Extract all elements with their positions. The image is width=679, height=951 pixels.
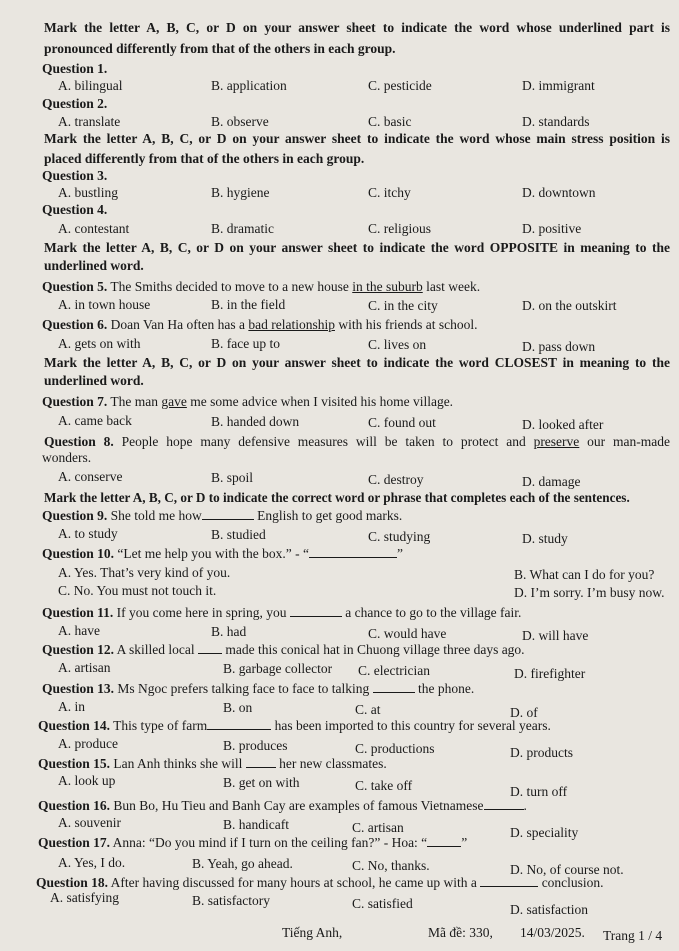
q8-option-c[interactable]: C. destroy xyxy=(368,472,424,487)
q12-stem xyxy=(42,642,525,658)
q7-text: The man xyxy=(107,394,162,409)
q14-text-end: has been imported to this country for several years. xyxy=(271,718,551,733)
q17-option-d[interactable]: D. No, of course not. xyxy=(510,862,624,877)
q11-option-d[interactable]: D. will have xyxy=(522,628,589,643)
q17-option-c[interactable]: C. No, thanks. xyxy=(352,858,430,873)
q11-option-c[interactable]: C. would have xyxy=(368,626,447,641)
q10-option-a[interactable]: A. Yes. That’s very kind of you. xyxy=(58,565,231,580)
q16-option-d[interactable]: D. speciality xyxy=(510,825,579,840)
q11-stem xyxy=(42,605,521,621)
q17-text: Anna: “Do you mind if I turn on the ceiling fan?” - Hoa: “ xyxy=(110,835,428,850)
q16-option-b[interactable]: B. handicaft xyxy=(223,817,289,832)
q6-option-c[interactable]: C. lives on xyxy=(368,337,427,352)
q14-blank[interactable] xyxy=(207,719,271,730)
q6-option-a[interactable]: A. gets on with xyxy=(58,336,141,351)
q17-option-a[interactable]: A. Yes, I do. xyxy=(58,855,126,870)
q2-option-d[interactable]: D. standards xyxy=(522,114,590,129)
q12-label: Question 12. xyxy=(42,642,115,657)
q17-blank[interactable] xyxy=(427,836,461,847)
q9-option-b[interactable]: B. studied xyxy=(211,527,266,542)
q6-option-b[interactable]: B. face up to xyxy=(211,336,280,351)
q8-text-end: our man-made xyxy=(579,434,671,449)
q9-stem xyxy=(42,508,402,524)
q1-option-c[interactable]: C. pesticide xyxy=(368,78,432,93)
q18-stem xyxy=(36,875,604,891)
q16-text-end: . xyxy=(523,798,527,813)
q7-text-end: me some advice when I visited his home village. xyxy=(186,394,454,409)
q4-option-d[interactable]: D. positive xyxy=(522,221,582,236)
q8-option-d[interactable]: D. damage xyxy=(522,474,581,489)
q12-blank[interactable] xyxy=(198,643,222,654)
section-3-instruction-line-2: underlined word. xyxy=(44,258,144,273)
q12-option-c[interactable]: C. electrician xyxy=(358,663,430,678)
q17-option-b[interactable]: B. Yeah, go ahead. xyxy=(192,856,293,871)
q8-text: People hope many defensive measures will be taken to protect and xyxy=(113,434,534,449)
q6-stem xyxy=(42,317,477,333)
q10-text: “Let me help you with the box.” - “ xyxy=(114,546,309,561)
q8-stem xyxy=(44,434,670,450)
q12-text-end: made this conical hat in Chuong village three days ago. xyxy=(222,642,525,657)
q3-label: Question 3. xyxy=(42,168,108,183)
q18-label: Question 18. xyxy=(36,875,109,890)
q7-option-d[interactable]: D. looked after xyxy=(522,417,604,432)
q18-option-d[interactable]: D. satisfaction xyxy=(510,902,588,917)
q16-option-c[interactable]: C. artisan xyxy=(352,820,404,835)
q7-option-c[interactable]: C. found out xyxy=(368,415,436,430)
q15-option-b[interactable]: B. get on with xyxy=(223,775,300,790)
q16-blank[interactable] xyxy=(484,799,524,810)
q15-text-end: her new classmates. xyxy=(275,756,387,771)
q2-option-b[interactable]: B. observe xyxy=(211,114,269,129)
section-4-instruction-line-2: underlined word. xyxy=(44,373,144,388)
q13-option-b[interactable]: B. on xyxy=(223,700,253,715)
footer-page-number: Trang 1 / 4 xyxy=(603,928,663,943)
q18-option-a[interactable]: A. satisfying xyxy=(50,890,119,905)
q3-option-b[interactable]: B. hygiene xyxy=(211,185,270,200)
q17-text-end: ” xyxy=(461,835,468,850)
q2-option-a[interactable]: A. translate xyxy=(58,114,121,129)
q6-text: Doan Van Ha often has a xyxy=(107,317,249,332)
q15-label: Question 15. xyxy=(38,756,111,771)
q11-text-end: a chance to go to the village fair. xyxy=(341,605,522,620)
q11-option-b[interactable]: B. had xyxy=(211,624,247,639)
q10-label: Question 10. xyxy=(42,546,115,561)
q15-blank[interactable] xyxy=(246,757,276,768)
q18-option-c[interactable]: C. satisfied xyxy=(352,896,413,911)
q4-option-c[interactable]: C. religious xyxy=(368,221,431,236)
q4-label: Question 4. xyxy=(42,202,108,217)
q9-option-a[interactable]: A. to study xyxy=(58,526,118,541)
q7-option-a[interactable]: A. came back xyxy=(58,413,132,428)
q17-stem xyxy=(38,835,467,851)
q16-label: Question 16. xyxy=(38,798,111,813)
q1-option-a[interactable]: A. bilingual xyxy=(58,78,123,93)
q11-blank[interactable] xyxy=(290,606,342,617)
q14-text: This type of farm xyxy=(110,718,208,733)
q6-underlined: bad relationship xyxy=(248,317,335,332)
q14-stem xyxy=(38,718,551,734)
q12-option-a[interactable]: A. artisan xyxy=(58,660,111,675)
q6-text-end: with his friends at school. xyxy=(334,317,478,332)
section-1-instruction-line-2: pronounced differently from that of the others in each group. xyxy=(44,41,396,56)
q18-text: After having discussed for many hours at school, he came up with a xyxy=(108,875,481,890)
q3-option-d[interactable]: D. downtown xyxy=(522,185,596,200)
q11-option-a[interactable]: A. have xyxy=(58,623,100,638)
q7-underlined: gave xyxy=(161,394,187,409)
q4-option-a[interactable]: A. contestant xyxy=(58,221,130,236)
q13-label: Question 13. xyxy=(42,681,115,696)
q14-option-c[interactable]: C. productions xyxy=(355,741,435,756)
q5-option-b[interactable]: B. in the field xyxy=(211,297,286,312)
q5-option-d[interactable]: D. on the outskirt xyxy=(522,298,617,313)
q10-option-c[interactable]: C. No. You must not touch it. xyxy=(58,583,217,598)
footer-exam-code: Mã đề: 330, xyxy=(428,925,493,940)
q8-option-b[interactable]: B. spoil xyxy=(211,470,254,485)
q15-option-d[interactable]: D. turn off xyxy=(510,784,568,799)
q14-label: Question 14. xyxy=(38,718,111,733)
footer-date: 14/03/2025. xyxy=(520,925,585,940)
q9-text-end: English to get good marks. xyxy=(253,508,403,523)
section-1-instruction-line-1: Mark the letter A, B, C, or D on your answer sheet to indicate the word whose underlined part is xyxy=(44,20,670,35)
q5-text: The Smiths decided to move to a new house xyxy=(107,279,353,294)
q16-stem xyxy=(38,798,527,814)
q15-option-c[interactable]: C. take off xyxy=(355,778,413,793)
q15-option-a[interactable]: A. look up xyxy=(58,773,116,788)
q5-option-a[interactable]: A. in town house xyxy=(58,297,151,312)
q5-option-c[interactable]: C. in the city xyxy=(368,298,438,313)
q12-text: A skilled local xyxy=(114,642,199,657)
section-4-instruction-line-1: Mark the letter A, B, C, or D on your answer sheet to indicate the word CLOSEST in meaning to the xyxy=(44,355,670,370)
section-2-instruction-line-2: placed differently from that of the others in each group. xyxy=(44,151,365,166)
q5-text-end: last week. xyxy=(422,279,481,294)
q9-option-c[interactable]: C. studying xyxy=(368,529,431,544)
q16-option-a[interactable]: A. souvenir xyxy=(58,815,121,830)
q10-stem xyxy=(42,546,403,562)
q17-label: Question 17. xyxy=(38,835,111,850)
q7-option-b[interactable]: B. handed down xyxy=(211,414,300,429)
q10-option-d[interactable]: D. I’m sorry. I’m busy now. xyxy=(514,585,665,600)
q10-option-b[interactable]: B. What can I do for you? xyxy=(514,567,655,582)
q4-option-b[interactable]: B. dramatic xyxy=(211,221,274,236)
q8-option-a[interactable]: A. conserve xyxy=(58,469,123,484)
q5-underlined: in the suburb xyxy=(352,279,423,294)
footer-subject: Tiếng Anh, xyxy=(282,925,343,940)
q1-option-b[interactable]: B. application xyxy=(211,78,287,93)
q11-text: If you come here in spring, you xyxy=(113,605,290,620)
q18-text-end: conclusion. xyxy=(538,875,604,890)
q7-label: Question 7. xyxy=(42,394,108,409)
q6-label: Question 6. xyxy=(42,317,108,332)
q9-text: She told me how xyxy=(107,508,202,523)
section-3-instruction-line-1: Mark the letter A, B, C, or D on your answer sheet to indicate the word OPPOSITE in meaning to the xyxy=(44,240,670,255)
q13-option-d[interactable]: D. of xyxy=(510,705,538,720)
q14-option-a[interactable]: A. produce xyxy=(58,736,118,751)
q18-blank[interactable] xyxy=(480,876,538,887)
q12-option-d[interactable]: D. firefighter xyxy=(514,666,586,681)
q15-text: Lan Anh thinks she will xyxy=(110,756,246,771)
q13-text-end: the phone. xyxy=(414,681,475,696)
q2-option-c[interactable]: C. basic xyxy=(368,114,412,129)
q10-text-end: ” xyxy=(396,546,403,561)
q7-stem xyxy=(42,394,453,410)
q3-option-c[interactable]: C. itchy xyxy=(368,185,411,200)
q14-option-b[interactable]: B. produces xyxy=(223,738,288,753)
q2-label: Question 2. xyxy=(42,96,108,111)
q5-stem xyxy=(42,279,480,295)
q9-blank[interactable] xyxy=(202,509,254,520)
section-2-instruction-line-1: Mark the letter A, B, C, or D on your answer sheet to indicate the word whose main stress position is xyxy=(44,131,670,146)
q9-option-d[interactable]: D. study xyxy=(522,531,568,546)
q1-label: Question 1. xyxy=(42,61,108,76)
q3-option-a[interactable]: A. bustling xyxy=(58,185,119,200)
q1-option-d[interactable]: D. immigrant xyxy=(522,78,595,93)
q11-label: Question 11. xyxy=(42,605,114,620)
q18-option-b[interactable]: B. satisfactory xyxy=(192,893,270,908)
q14-option-d[interactable]: D. products xyxy=(510,745,573,760)
q8-underlined: preserve xyxy=(533,434,580,449)
q5-label: Question 5. xyxy=(42,279,108,294)
q16-text: Bun Bo, Hu Tieu and Banh Cay are examples of famous Vietnamese xyxy=(110,798,484,813)
q6-option-d[interactable]: D. pass down xyxy=(522,339,596,354)
section-5-instruction: Mark the letter A, B, C, or D to indicate the correct word or phrase that completes each of the sentences. xyxy=(44,490,630,505)
q13-option-c[interactable]: C. at xyxy=(355,702,381,717)
q9-label: Question 9. xyxy=(42,508,108,523)
q8-label: Question 8. xyxy=(44,434,114,449)
q13-text: Ms Ngoc prefers talking face to face to talking xyxy=(114,681,373,696)
q12-option-b[interactable]: B. garbage collector xyxy=(223,661,333,676)
q13-stem xyxy=(42,681,474,697)
q10-blank[interactable] xyxy=(309,547,397,558)
q8-stem-line-2: wonders. xyxy=(42,450,92,465)
q13-blank[interactable] xyxy=(373,682,415,693)
q13-option-a[interactable]: A. in xyxy=(58,699,85,714)
q15-stem xyxy=(38,756,387,772)
